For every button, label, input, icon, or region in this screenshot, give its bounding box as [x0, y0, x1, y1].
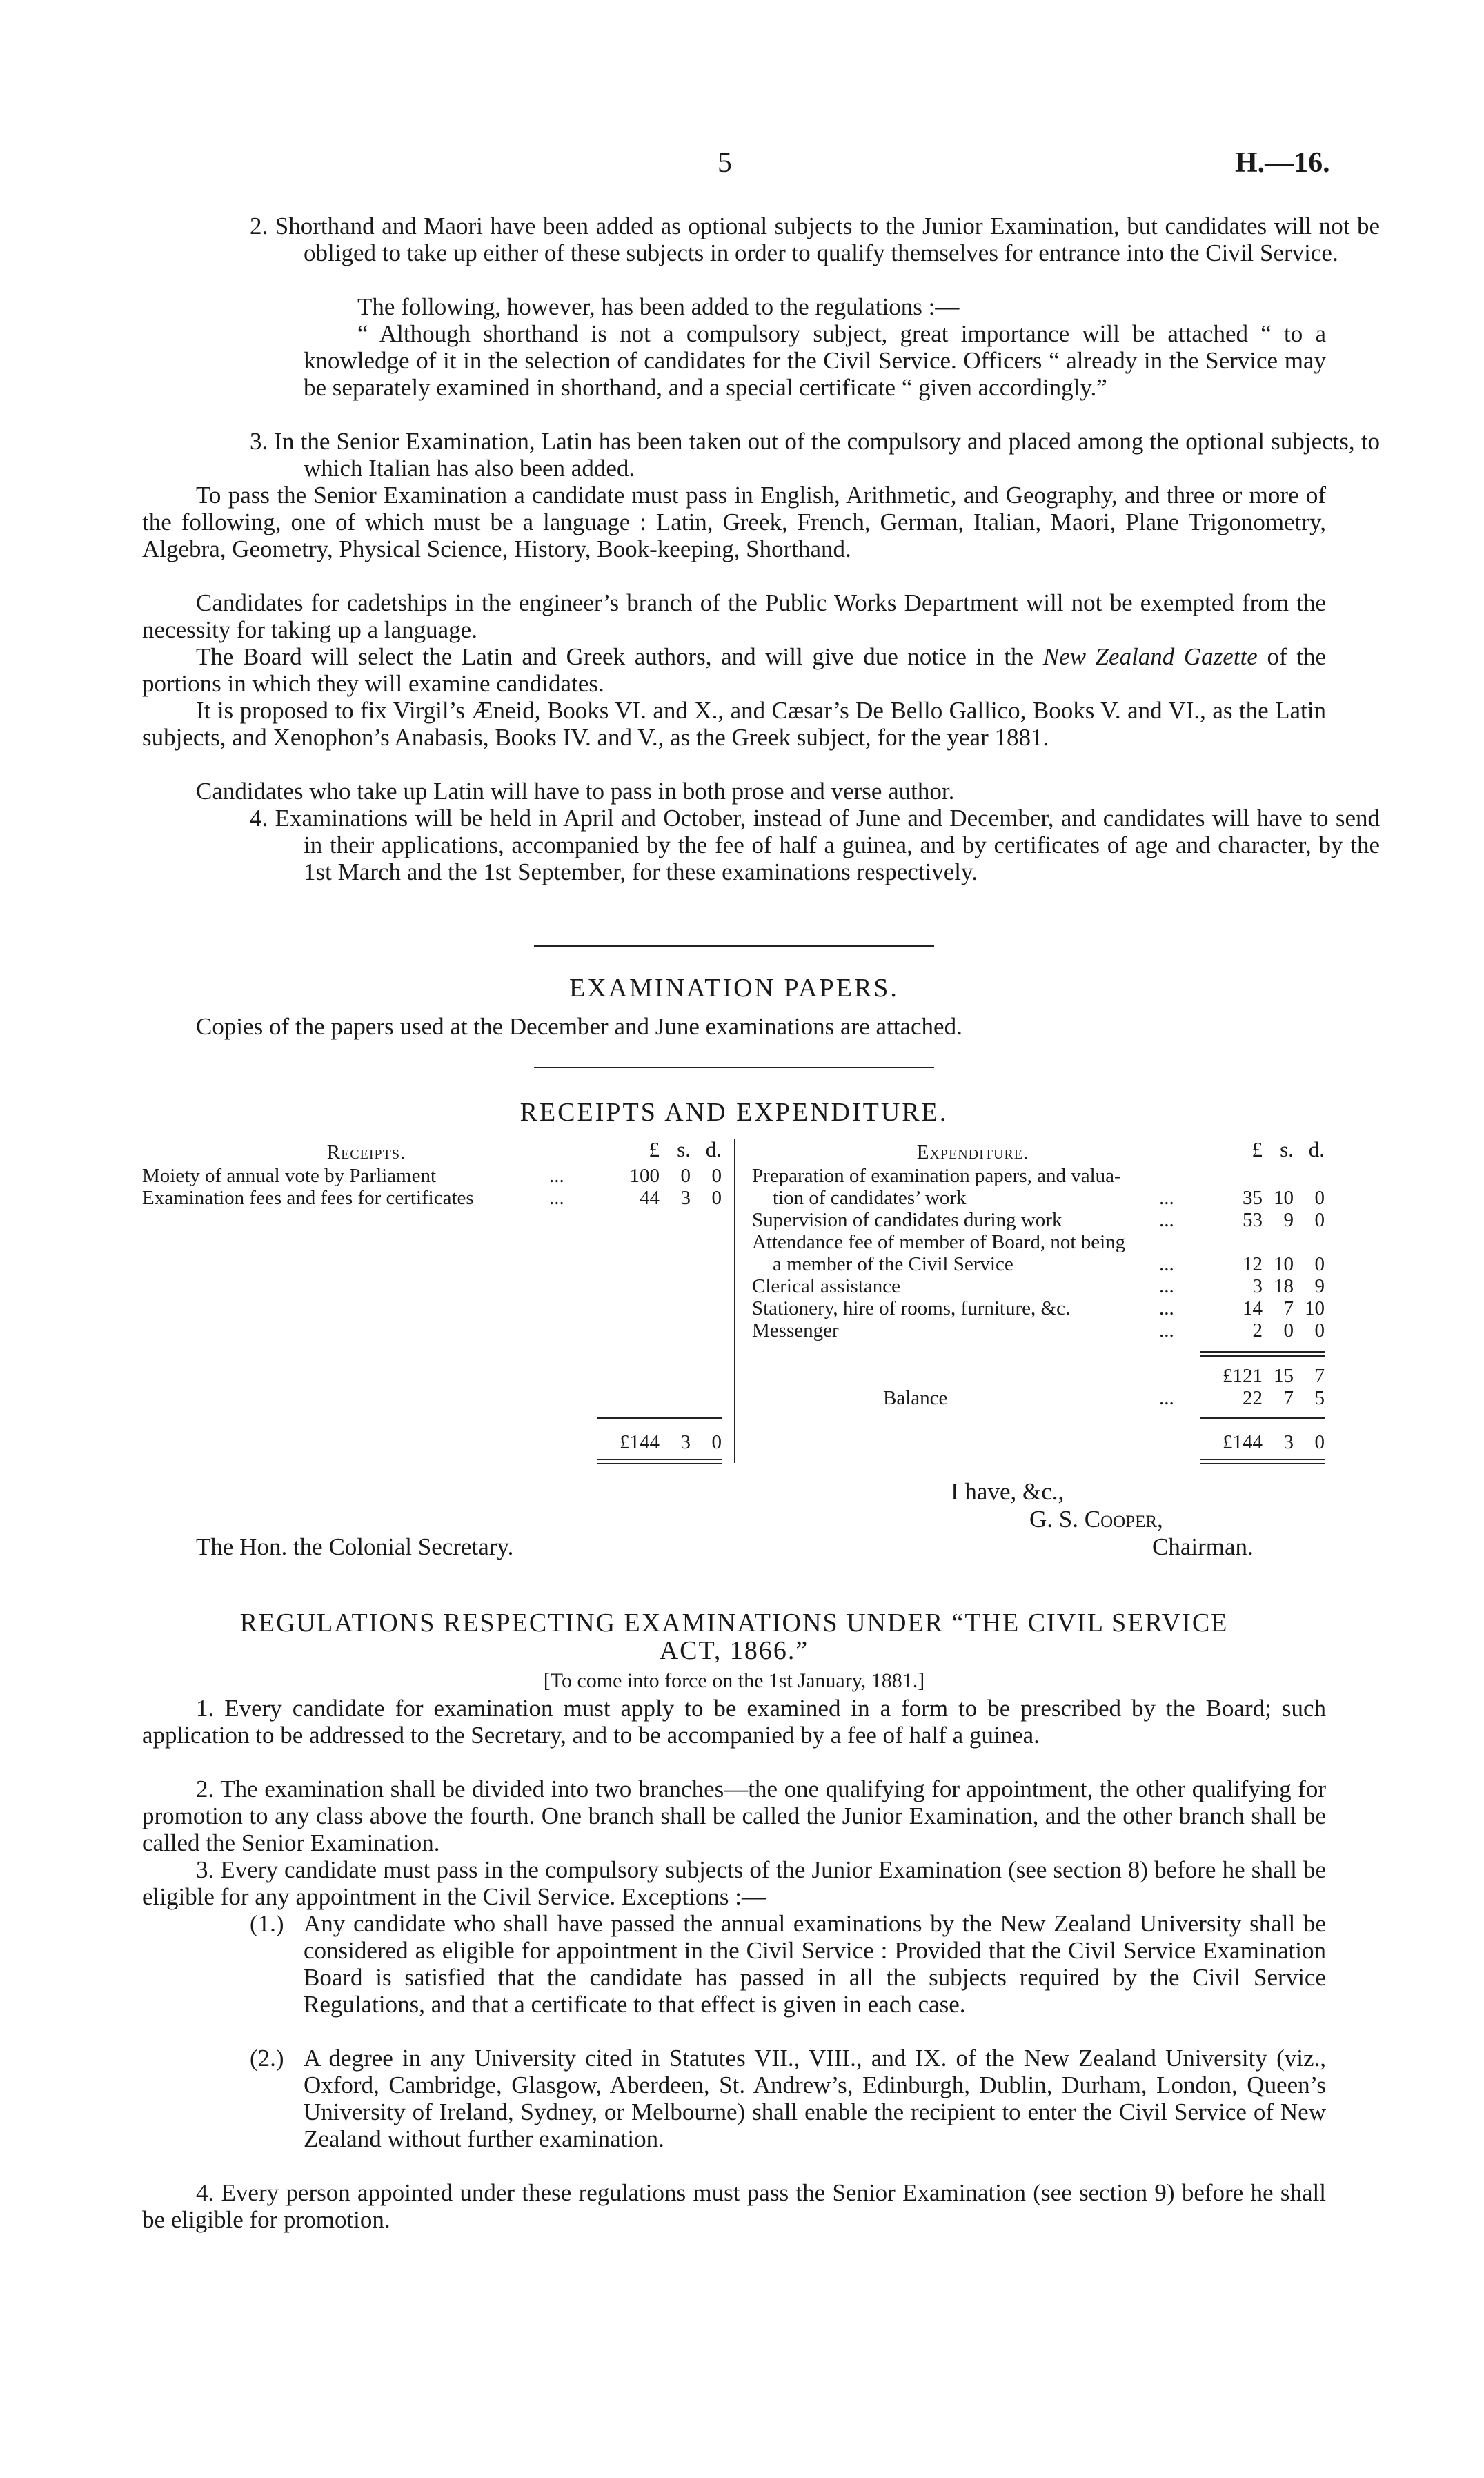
- exam-papers-heading: EXAMINATION PAPERS.: [569, 974, 899, 1003]
- expenditure-row: a member of the Civil Service ... 12 10 0: [773, 1253, 1325, 1275]
- item-4-paragraph: 4. Examinations will be held in April and October, instead of June and December, and candidates will have to send in their applications, accompanied by the fee of half a guinea, and by certificates of age and character, by the 1st March and the 1st September, for these examinations respectively.: [250, 805, 1380, 885]
- exception-1: Any candidate who shall have passed the annual examinations by the New Zealand University shall be considered as eligible for appointment in the Civil Service : Provided that the Civil Service Examination Board is satisfied that the candidate has passed in all the subjects required by the Civil Service Regulations, and that a certificate to that effect is given in each case.: [304, 1910, 1326, 2018]
- section-divider: [534, 945, 934, 947]
- regulation-4: 4. Every person appointed under these regulations must pass the Senior Examination (see section 9) before he shall be eligible for promotion.: [142, 2179, 1326, 2233]
- expenditure-row: Messenger ... 2 0 0: [752, 1319, 1325, 1341]
- regulation-3: 3. Every candidate must pass in the compulsory subjects of the Junior Examination (see section 8) before he shall be eligible for any appointment in the Civil Service. Exceptions :—: [142, 1856, 1326, 1910]
- cadetships-paragraph: Candidates for cadetships in the engineer’s branch of the Public Works Department will not be exempted from the necessity for taking up a language.: [142, 589, 1326, 643]
- receipts-double-rule: [597, 1459, 722, 1460]
- receipt-row: Examination fees and fees for certificates ... 44 3 0: [142, 1187, 722, 1209]
- receipts-total-rule: [597, 1417, 722, 1419]
- expenditure-total: £144 3 0: [1223, 1431, 1325, 1453]
- expenditure-heading: Expenditure.: [916, 1141, 1029, 1163]
- page-number: 5: [718, 147, 732, 179]
- expenditure-row: Attendance fee of member of Board, not being: [752, 1231, 1126, 1253]
- receipts-total: £144 3 0: [620, 1431, 722, 1453]
- addressee: The Hon. the Colonial Secretary.: [196, 1533, 514, 1560]
- latin-paragraph: Candidates who take up Latin will have to pass in both prose and verse author.: [196, 778, 955, 805]
- subtotal-rule: [1200, 1355, 1325, 1357]
- regulation-2: 2. The examination shall be divided into two branches—the one qualifying for appointment, the other qualifying for promotion to any class above the fourth. One branch shall be called the Junior Examination, and the other branch shall be called the Senior Examination.: [142, 1776, 1326, 1856]
- exception-2: A degree in any University cited in Statutes VII., VIII., and IX. of the New Zealand University (viz., Oxford, Cambridge, Glasgow, Aberdeen, St. Andrew’s, Edinburgh, Dublin, Durham, London, Queen’s University of Ireland, Sydney, or Melbourne) shall enable the recipient to enter the Civil Service of New Zealand without further examination.: [304, 2045, 1326, 2152]
- section-divider: [534, 1067, 934, 1068]
- closing: I have, &c.,: [951, 1478, 1065, 1505]
- signatory-name: G. S. Cooper,: [1029, 1506, 1163, 1533]
- expenditure-row: tion of candidates’ work ... 35 10 0: [773, 1187, 1325, 1209]
- accounts-divider: [734, 1139, 735, 1463]
- balance-row: Balance ... 22 7 5: [883, 1387, 1325, 1409]
- expenditure-column-headers: £ s. d.: [1251, 1137, 1325, 1161]
- expenditure-double-rule: [1200, 1463, 1325, 1464]
- exam-papers-text: Copies of the papers used at the December and June examinations are attached.: [196, 1013, 962, 1040]
- expenditure-row: Supervision of candidates during work ... 53 9 0: [752, 1209, 1325, 1231]
- board-paragraph: The Board will select the Latin and Greek authors, and will give due notice in the New Zealand Gazette of the portions in which they will examine candidates.: [142, 643, 1326, 697]
- signatory-title: Chairman.: [1152, 1533, 1254, 1560]
- receipt-row: Moiety of annual vote by Parliament ... 100 0 0: [142, 1165, 722, 1187]
- item-2-paragraph: 2. Shorthand and Maori have been added as optional subjects to the Junior Examination, but candidates will not be obliged to take up either of these subjects in order to qualify themselves for entrance into the Civil Service.: [250, 213, 1380, 266]
- receipts-double-rule: [597, 1463, 722, 1464]
- document-reference: H.—16.: [1235, 147, 1330, 179]
- gazette-title: New Zealand Gazette: [1042, 643, 1258, 670]
- exception-1-number: (1.): [250, 1910, 284, 1937]
- receipts-column-headers: £ s. d.: [649, 1137, 722, 1161]
- receipts-heading: Receipts.: [326, 1141, 406, 1163]
- item-3-paragraph: 3. In the Senior Examination, Latin has been taken out of the compulsory and placed among the optional subjects, to which Italian has also been added.: [250, 428, 1380, 482]
- expenditure-row: Preparation of examination papers, and valua-: [752, 1165, 1121, 1187]
- expenditure-row: Stationery, hire of rooms, furniture, &c. ... 14 7 10: [752, 1297, 1325, 1319]
- subtotal-rule: [1200, 1351, 1325, 1353]
- senior-exam-paragraph: To pass the Senior Examination a candidate must pass in English, Arithmetic, and Geography, and three or more of the following, one of which must be a language : Latin, Greek, French, German, Italian, Maori, Plane Trigonometry, Algebra, Geometry, Physical Science, History, Book-keeping, Shorthand.: [142, 482, 1326, 562]
- expenditure-subtotal: £121 15 7: [1223, 1365, 1325, 1387]
- regulation-1: 1. Every candidate for examination must apply to be examined in a form to be prescribed by the Board; such application to be addressed to the Secretary, and to be accompanied by a fee of half a guinea.: [142, 1695, 1326, 1749]
- shorthand-quote: “ Although shorthand is not a compulsory subject, great importance will be attached “ to a knowledge of it in the selection of candidates for the Civil Service. Officers “ already in the Service may be separately examined in shorthand, and a special certificate “ given accordingly.”: [304, 320, 1326, 401]
- expenditure-total-rule: [1200, 1417, 1325, 1419]
- regulations-note: [To come into force on the 1st January, 1881.]: [543, 1669, 925, 1692]
- regulations-heading: REGULATIONS RESPECTING EXAMINATIONS UNDER “THE CIVIL SERVICE: [239, 1609, 1229, 1638]
- exception-2-number: (2.): [250, 2045, 284, 2072]
- regulations-heading-line-2: ACT, 1866.”: [659, 1636, 809, 1665]
- expenditure-row: Clerical assistance ... 3 18 9: [752, 1275, 1325, 1297]
- item-2-note: The following, however, has been added to the regulations :—: [357, 293, 960, 320]
- accounts-heading: RECEIPTS AND EXPENDITURE.: [520, 1098, 949, 1127]
- expenditure-double-rule: [1200, 1459, 1325, 1460]
- virgil-paragraph: It is proposed to fix Virgil’s Æneid, Books VI. and X., and Cæsar’s De Bello Gallico, Books V. and VI., as the Latin subjects, and Xenophon’s Anabasis, Books IV. and V., as the Greek subject, for the year 1881.: [142, 697, 1326, 751]
